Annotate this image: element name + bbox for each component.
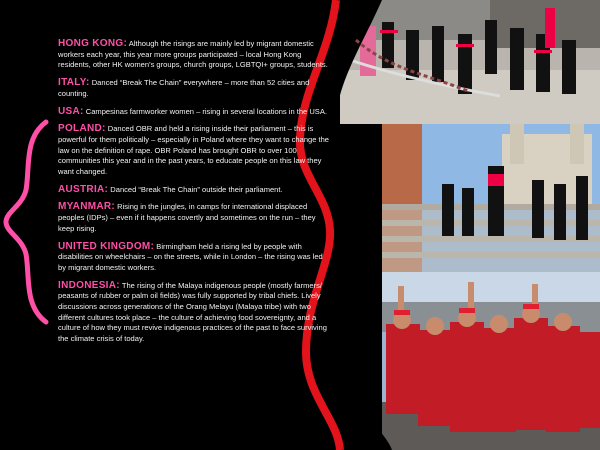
country-heading: USA: (58, 105, 84, 117)
country-heading: UNITED KINGDOM: (58, 240, 155, 252)
entry-text: Rising in the jungles, in camps for international displaced peoples (IDPs) – even if it happens covertly and sometimes on the run – they keep rising. (58, 202, 316, 233)
country-heading: HONG KONG: (58, 38, 128, 49)
entry-united-kingdom (58, 242, 330, 274)
entry-text: Although the risings are mainly led by migrant domestic workers each year, this year more groups participated – local Hong Kong residents, other HK women’s groups, church groups, LGBTQI+ groups, students. (58, 39, 328, 70)
country-heading: AUSTRIA: (58, 183, 109, 195)
country-heading: POLAND: (58, 123, 106, 135)
entry-text: Campesinas farmworker women – rising in several locations in the USA. (85, 106, 327, 116)
entry-italy (58, 78, 330, 99)
entry-text: Danced OBR and held a rising inside their parliament – this is powerful for them politically – especially in Poland where they want to change the law on the definition of rape. OBR Poland has brought OBR to over 100 communities this year and in the past years, to educate people on this law they want changed. (58, 124, 330, 177)
country-updates-list (58, 39, 330, 352)
entry-hong-kong (58, 39, 330, 71)
country-heading: ITALY: (58, 77, 90, 89)
entry-poland (58, 124, 330, 178)
entry-myanmar (58, 202, 330, 234)
country-heading: INDONESIA: (58, 279, 120, 291)
entry-usa (58, 107, 330, 118)
country-heading: MYANMAR: (58, 201, 116, 213)
entry-text: Danced “Break The Chain” outside their parliament. (110, 184, 283, 194)
entry-austria (58, 185, 330, 196)
entry-text: Danced “Break The Chain” everywhere – more than 52 cities and counting. (58, 78, 310, 98)
entry-text: Birmingham held a rising led by people with disabilities on wheelchairs – on the streets, while in London – the rising was led by migrant domestic workers. (58, 241, 323, 272)
entry-indonesia (58, 281, 330, 345)
entry-text: The rising of the Malaya indigenous people (mostly farmers/ peasants of rubber or palm oil fields) was fully supported by tribal chiefs. Lively discussions across generations of the Orang Melayu (Malaya tribe) with two different cultures took place – the culture of achieving food sovereignty, and a culture of how they must revive indigenous practices of the past to face surviving the climate crisis of today. (58, 280, 327, 344)
